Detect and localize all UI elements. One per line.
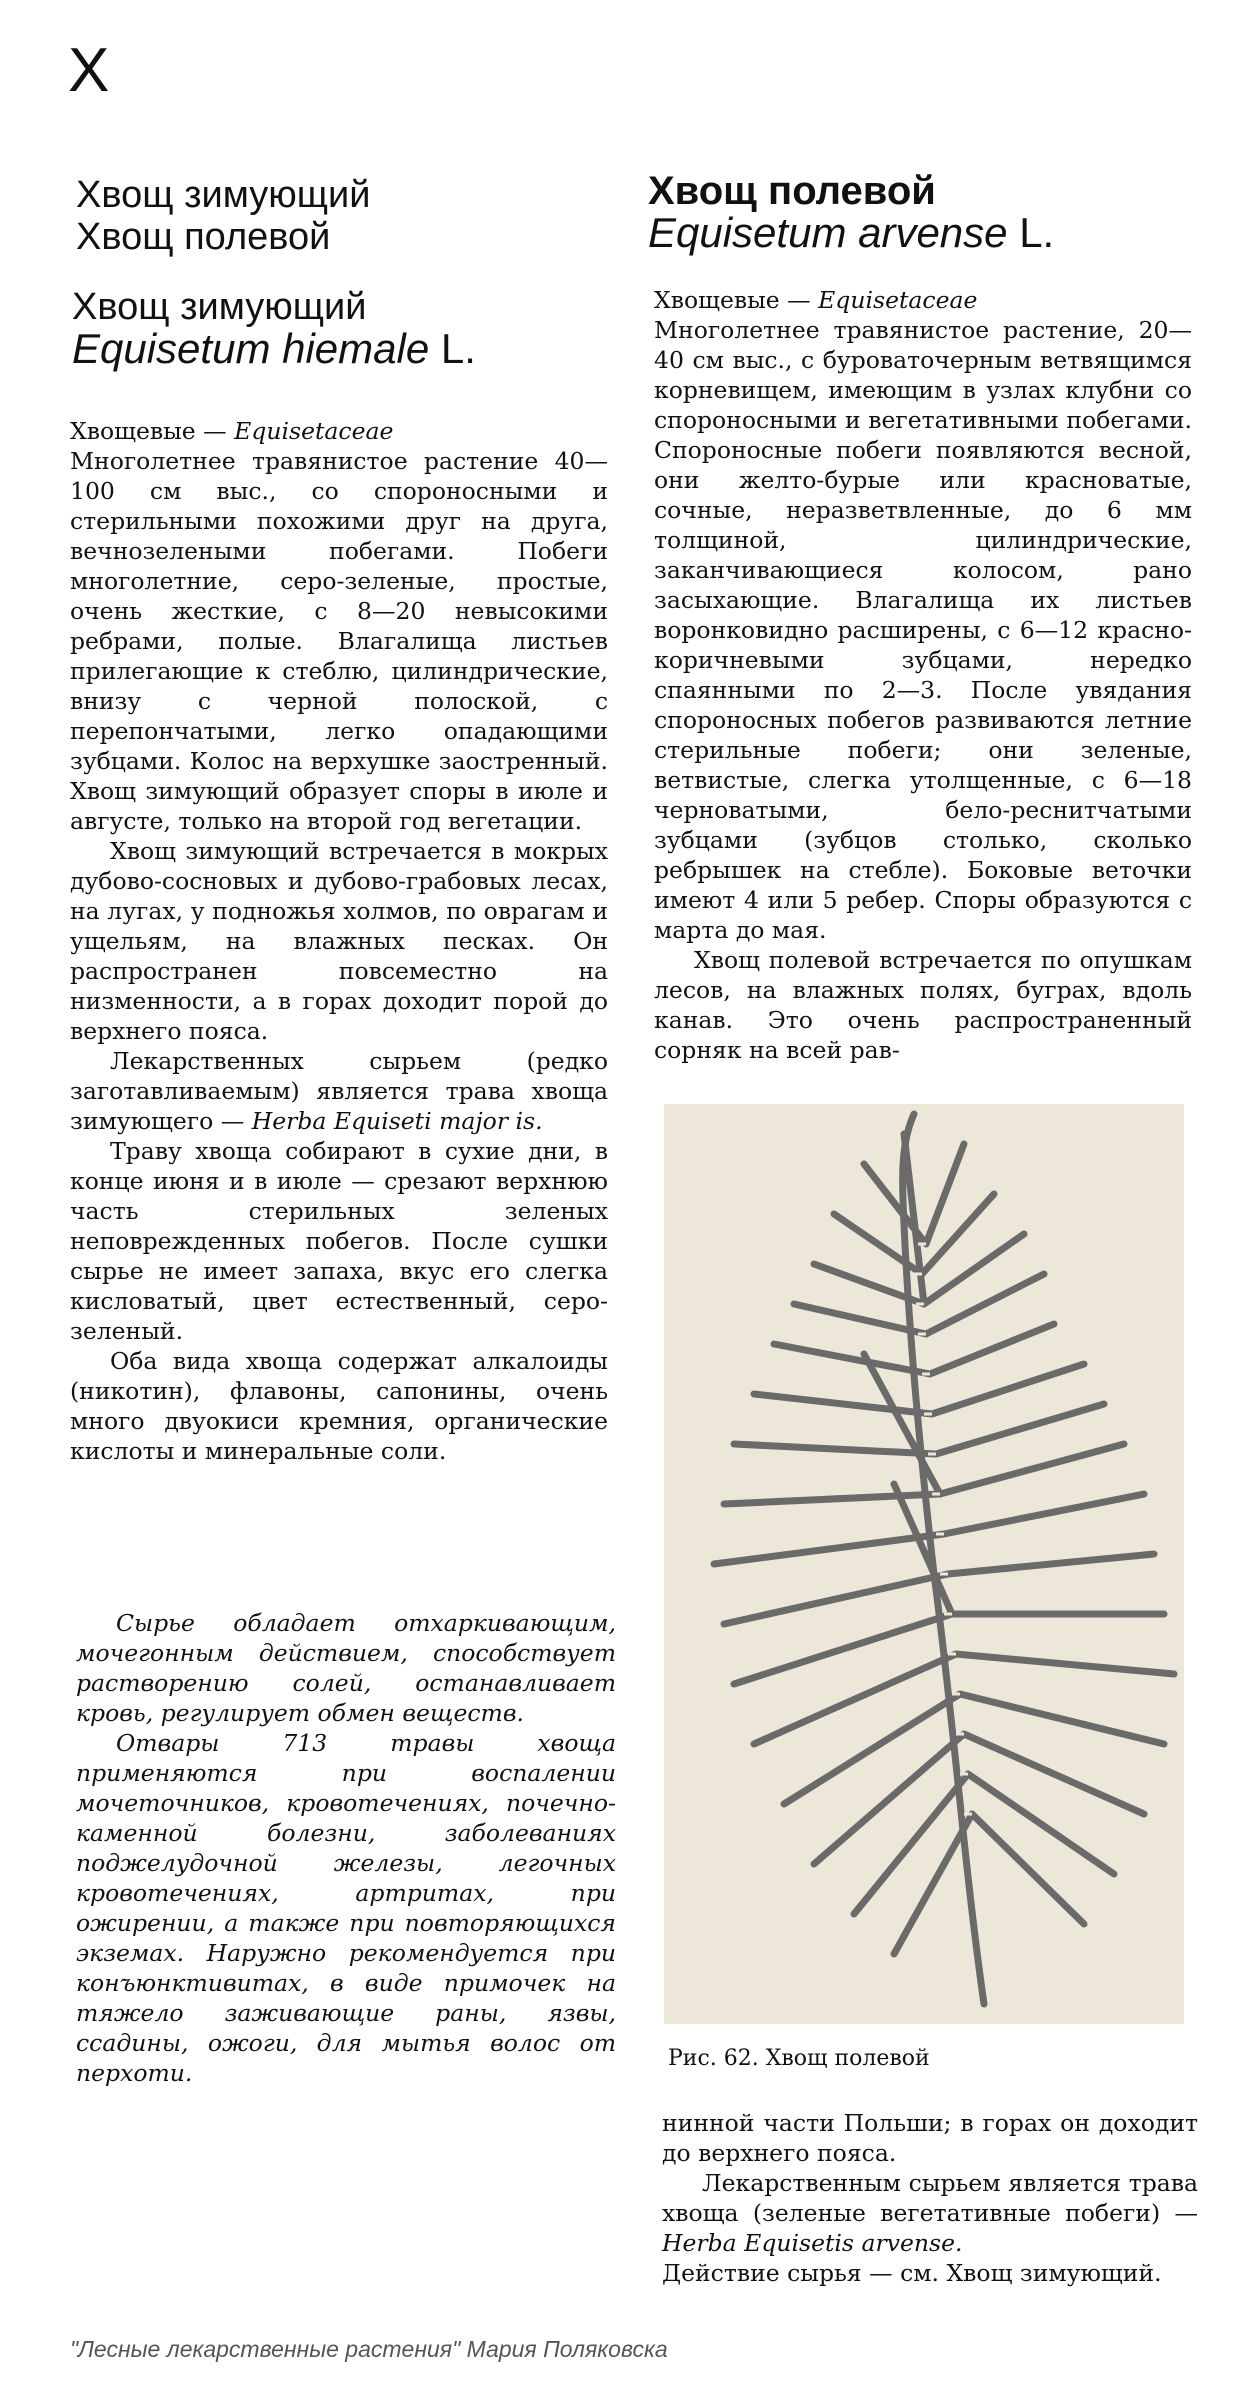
distribution-paragraph: нинной части Польши; в горах он доходит до верхнего пояса.: [662, 2109, 1198, 2167]
section-letter: Х: [68, 36, 110, 105]
raw-material-paragraph: Лекарственным сырьем является трава хвоща (зеленые вегетативные побеги) — Herba Equisetis arvense.: [662, 2169, 1198, 2257]
left-header: [76, 174, 370, 258]
family-line: Хвощевые — Equisetaceae: [70, 417, 394, 445]
title-ru: Хвощ полевой: [648, 169, 936, 213]
title-equisetum-hiemale: [72, 286, 476, 370]
description-paragraph: Многолетнее травянистое растение, 20—40 см выс., с буроваточерным ветвящимся корневищем, имеющим в узлах клубни со спороносными и вегетативными побегами. Спороносные побеги появляются весной, они желто-бурые или красноватые, сочные, неразветвленные, до 6 мм толщиной, цилиндрические, заканчивающиеся колосом, рано засыхающие. Влагалища их листьев воронковидно расширены, с 6—12 красно-коричневыми зубцами, нередко спаянными по 2—3. После увядания спороносных побегов развиваются летние стерильные побеги; они зеленые, ветвистые, слегка утолщенные, с 6—18 черноватыми, бело-реснитчатыми зубцами (зубцов столько, сколько ребрышек на стебле). Боковые веточки имеют 4 или 5 ребер. Споры образуются с марта до мая.: [654, 316, 1192, 944]
horsetail-illustration: [664, 1104, 1192, 2024]
habitat-paragraph: Хвощ полевой встречается по опушкам лесов, на влажных полях, буграх, вдоль канав. Это очень распространенный сорняк на всей рав-: [654, 946, 1192, 1064]
description-paragraph: Многолетнее травянистое растение 40—100 см выс., со спороносными и стерильными похожими друг на друга, вечнозелеными побегами. Побеги многолетние, серо-зеленые, простые, очень жесткие, с 8—20 невысокими ребрами, полые. Влагалища листьев прилегающие к стеблю, цилиндрические, внизу с черной полоской, с перепончатыми, легко опадающими зубцами. Колос на верхушке заостренный. Хвощ зимующий образует споры в июле и августе, только на второй год вегетации.: [70, 447, 608, 835]
family-line: Хвощевые — Equisetaceae: [654, 286, 978, 314]
header-line-2: Хвощ полевой: [76, 216, 331, 258]
raw-material-paragraph: Лекарственных сырьем (редко заготавливаемым) является трава хвоща зимующего — Herba Equiseti major is.: [70, 1047, 608, 1135]
action-reference-paragraph: Действие сырья — см. Хвощ зимующий.: [662, 2259, 1162, 2287]
left-column-text: [70, 416, 608, 1466]
right-column-text: [654, 285, 1192, 1065]
composition-paragraph: Оба вида хвоща содержат алкалоиды (никотин), флавоны, сапонины, очень много двуокиси кремния, органические кислоты и минеральные соли.: [70, 1347, 608, 1465]
book-source-footer: "Лесные лекарственные растения" Мария Поляковска: [70, 2336, 668, 2362]
habitat-paragraph: Хвощ зимующий встречается в мокрых дубово-сосновых и дубово-грабовых лесах, на лугах, у подножья холмов, по оврагам и ущельям, на влажных песках. Он распространен повсеместно на низменности, а в горах доходит порой до верхнего пояса.: [70, 837, 608, 1045]
title-author: L.: [1007, 209, 1055, 256]
right-column-continued: [662, 2108, 1198, 2288]
action-paragraph: Сырье обладает отхаркивающим, мочегонным действием, способствует растворению солей, останавливает кровь, регулирует обмен веществ.: [76, 1609, 616, 1727]
title-ru: Хвощ зимующий: [72, 286, 367, 328]
title-author: L.: [429, 325, 476, 372]
title-latin: Equisetum arvense: [648, 209, 1008, 256]
harvest-paragraph: Траву хвоща собирают в сухие дни, в конце июня и в июле — срезают верхнюю часть стерильных зеленых неповрежденных побегов. После сушки сырье не имеет запаха, вкус его слегка кисловатый, цвет естественный, серо-зеленый.: [70, 1137, 608, 1345]
figure-caption: Рис. 62. Хвощ полевой: [668, 2046, 930, 2071]
title-equisetum-arvense: [648, 170, 1054, 254]
title-latin: Equisetum hiemale: [72, 325, 430, 372]
indications-paragraph: Отвары 713 травы хвоща применяются при воспалении мочеточников, кровотечениях, почечно-каменной болезни, заболеваниях поджелудочной железы, легочных кровотечениях, артритах, при ожирении, а также при повторяющихся экземах. Наружно рекомендуется при конъюнктивитах, в виде примочек на тяжело заживающие раны, язвы, ссадины, ожоги, для мытья волос от перхоти.: [76, 1729, 616, 2087]
header-line-1: Хвощ зимующий: [76, 174, 371, 216]
medical-use-text: [76, 1608, 616, 2088]
